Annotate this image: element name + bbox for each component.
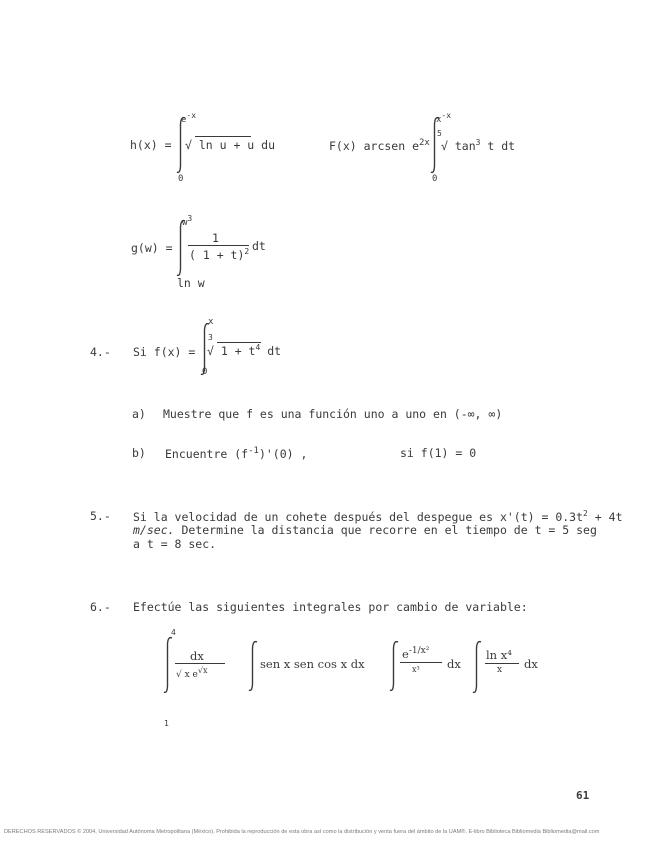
p4-radical-bar xyxy=(217,342,261,343)
F-lhs: F(x) arcsen $e^{2x}$ xyxy=(329,138,430,153)
copyright-footer: DERECHOS RESERVADOS © 2004, Universidad Autónoma Metropolitana (México). Prohibida la reproducción de esta obra así como la distribución y venta fuera del ámbito de la UAM®. E-libro Biblioteca Bibliomedia Bibliomedia@mail.com xyxy=(4,829,600,835)
h-integrand: √ ln u + u du xyxy=(185,138,276,152)
problem-5-number: 5.- xyxy=(90,509,111,523)
problem-4-number: 4.- xyxy=(90,345,111,359)
p6-integral-1-denominator: √ x $e^{√x}$ xyxy=(176,666,208,680)
p4-root-index: 3 xyxy=(208,333,213,342)
g-lower-limit: ln w xyxy=(177,276,205,290)
p6-integral-1-numerator: dx xyxy=(190,649,204,663)
p6-statement: Efectúe las siguientes integrales por cambio de variable: xyxy=(133,600,528,614)
p6-integral-3-fraction-bar xyxy=(400,662,442,663)
g-denominator: ( 1 + t)$^2$ xyxy=(189,247,250,262)
p6-integral-4-sign-icon xyxy=(472,640,484,694)
p6-integral-2-text: sen x sen cos x dx xyxy=(260,657,365,671)
p4-lower-limit: 0 xyxy=(202,367,208,377)
p6-integral-4-fraction-bar xyxy=(485,663,519,664)
h-upper-limit: $e^{-x}$ xyxy=(181,111,197,125)
g-lhs: g(w) = xyxy=(131,241,173,255)
p5-line-1: Si la velocidad de un cohete después del despegue es $x'(t) = 0.3t^2 + 4t$ xyxy=(133,509,623,524)
p6-integral-3-numerator: $e^{-1/x^2}$ xyxy=(402,646,430,661)
p6-integral-4-denominator: x xyxy=(497,665,503,675)
p4b-text: Encuentre $(f^{-1})'(0)$ , xyxy=(165,446,308,461)
F-lower-limit: 0 xyxy=(432,174,438,184)
p4-integrand: √ $1 + t^4$ dt xyxy=(207,343,282,358)
p6-integral-1-upper: 4 xyxy=(171,628,176,637)
p6-integral-4-differential: dx xyxy=(524,657,538,671)
F-integrand: √ $\tan^3 t$ dt xyxy=(441,138,516,153)
problem-4-lhs: Si f(x) = xyxy=(133,345,196,359)
p6-integral-3-sign-icon xyxy=(389,640,401,692)
F-root-index: 5 xyxy=(437,129,442,138)
p6-integral-2-sign-icon xyxy=(248,640,260,692)
p4a-label: a) xyxy=(132,407,146,421)
h-lhs: h(x) = xyxy=(130,138,172,152)
problem-6-number: 6.- xyxy=(90,600,111,614)
g-numerator: 1 xyxy=(212,231,219,245)
p4b-label: b) xyxy=(132,446,146,460)
p4-upper-limit: x xyxy=(208,317,214,327)
p4a-text: Muestre que f es una función uno a uno en (-∞, ∞) xyxy=(163,407,503,421)
g-upper-limit: $w^3$ xyxy=(182,214,193,228)
F-upper-limit: $x^{-x}$ xyxy=(436,111,452,125)
h-lower-limit: 0 xyxy=(178,174,184,184)
p5-line-3: a t = 8 sec. xyxy=(133,537,217,551)
p6-integral-4-numerator: ln x⁴ xyxy=(486,648,512,662)
p6-integral-1-lower: 1 xyxy=(164,719,169,728)
page-number: 61 xyxy=(576,789,590,802)
h-radical-bar xyxy=(195,136,251,137)
g-fraction-bar xyxy=(188,245,249,246)
p5-line-2: m/sec. Determine la distancia que recorre en el tiempo de t = 5 seg xyxy=(133,523,597,537)
p6-integral-3-differential: dx xyxy=(447,657,461,671)
p6-integral-3-denominator: x³ xyxy=(412,665,420,674)
g-differential: dt xyxy=(252,239,266,253)
p6-integral-1-fraction-bar xyxy=(175,663,225,664)
p6-integral-1-sign-icon xyxy=(163,636,175,694)
p4b-condition: si f(1) = 0 xyxy=(400,446,477,460)
